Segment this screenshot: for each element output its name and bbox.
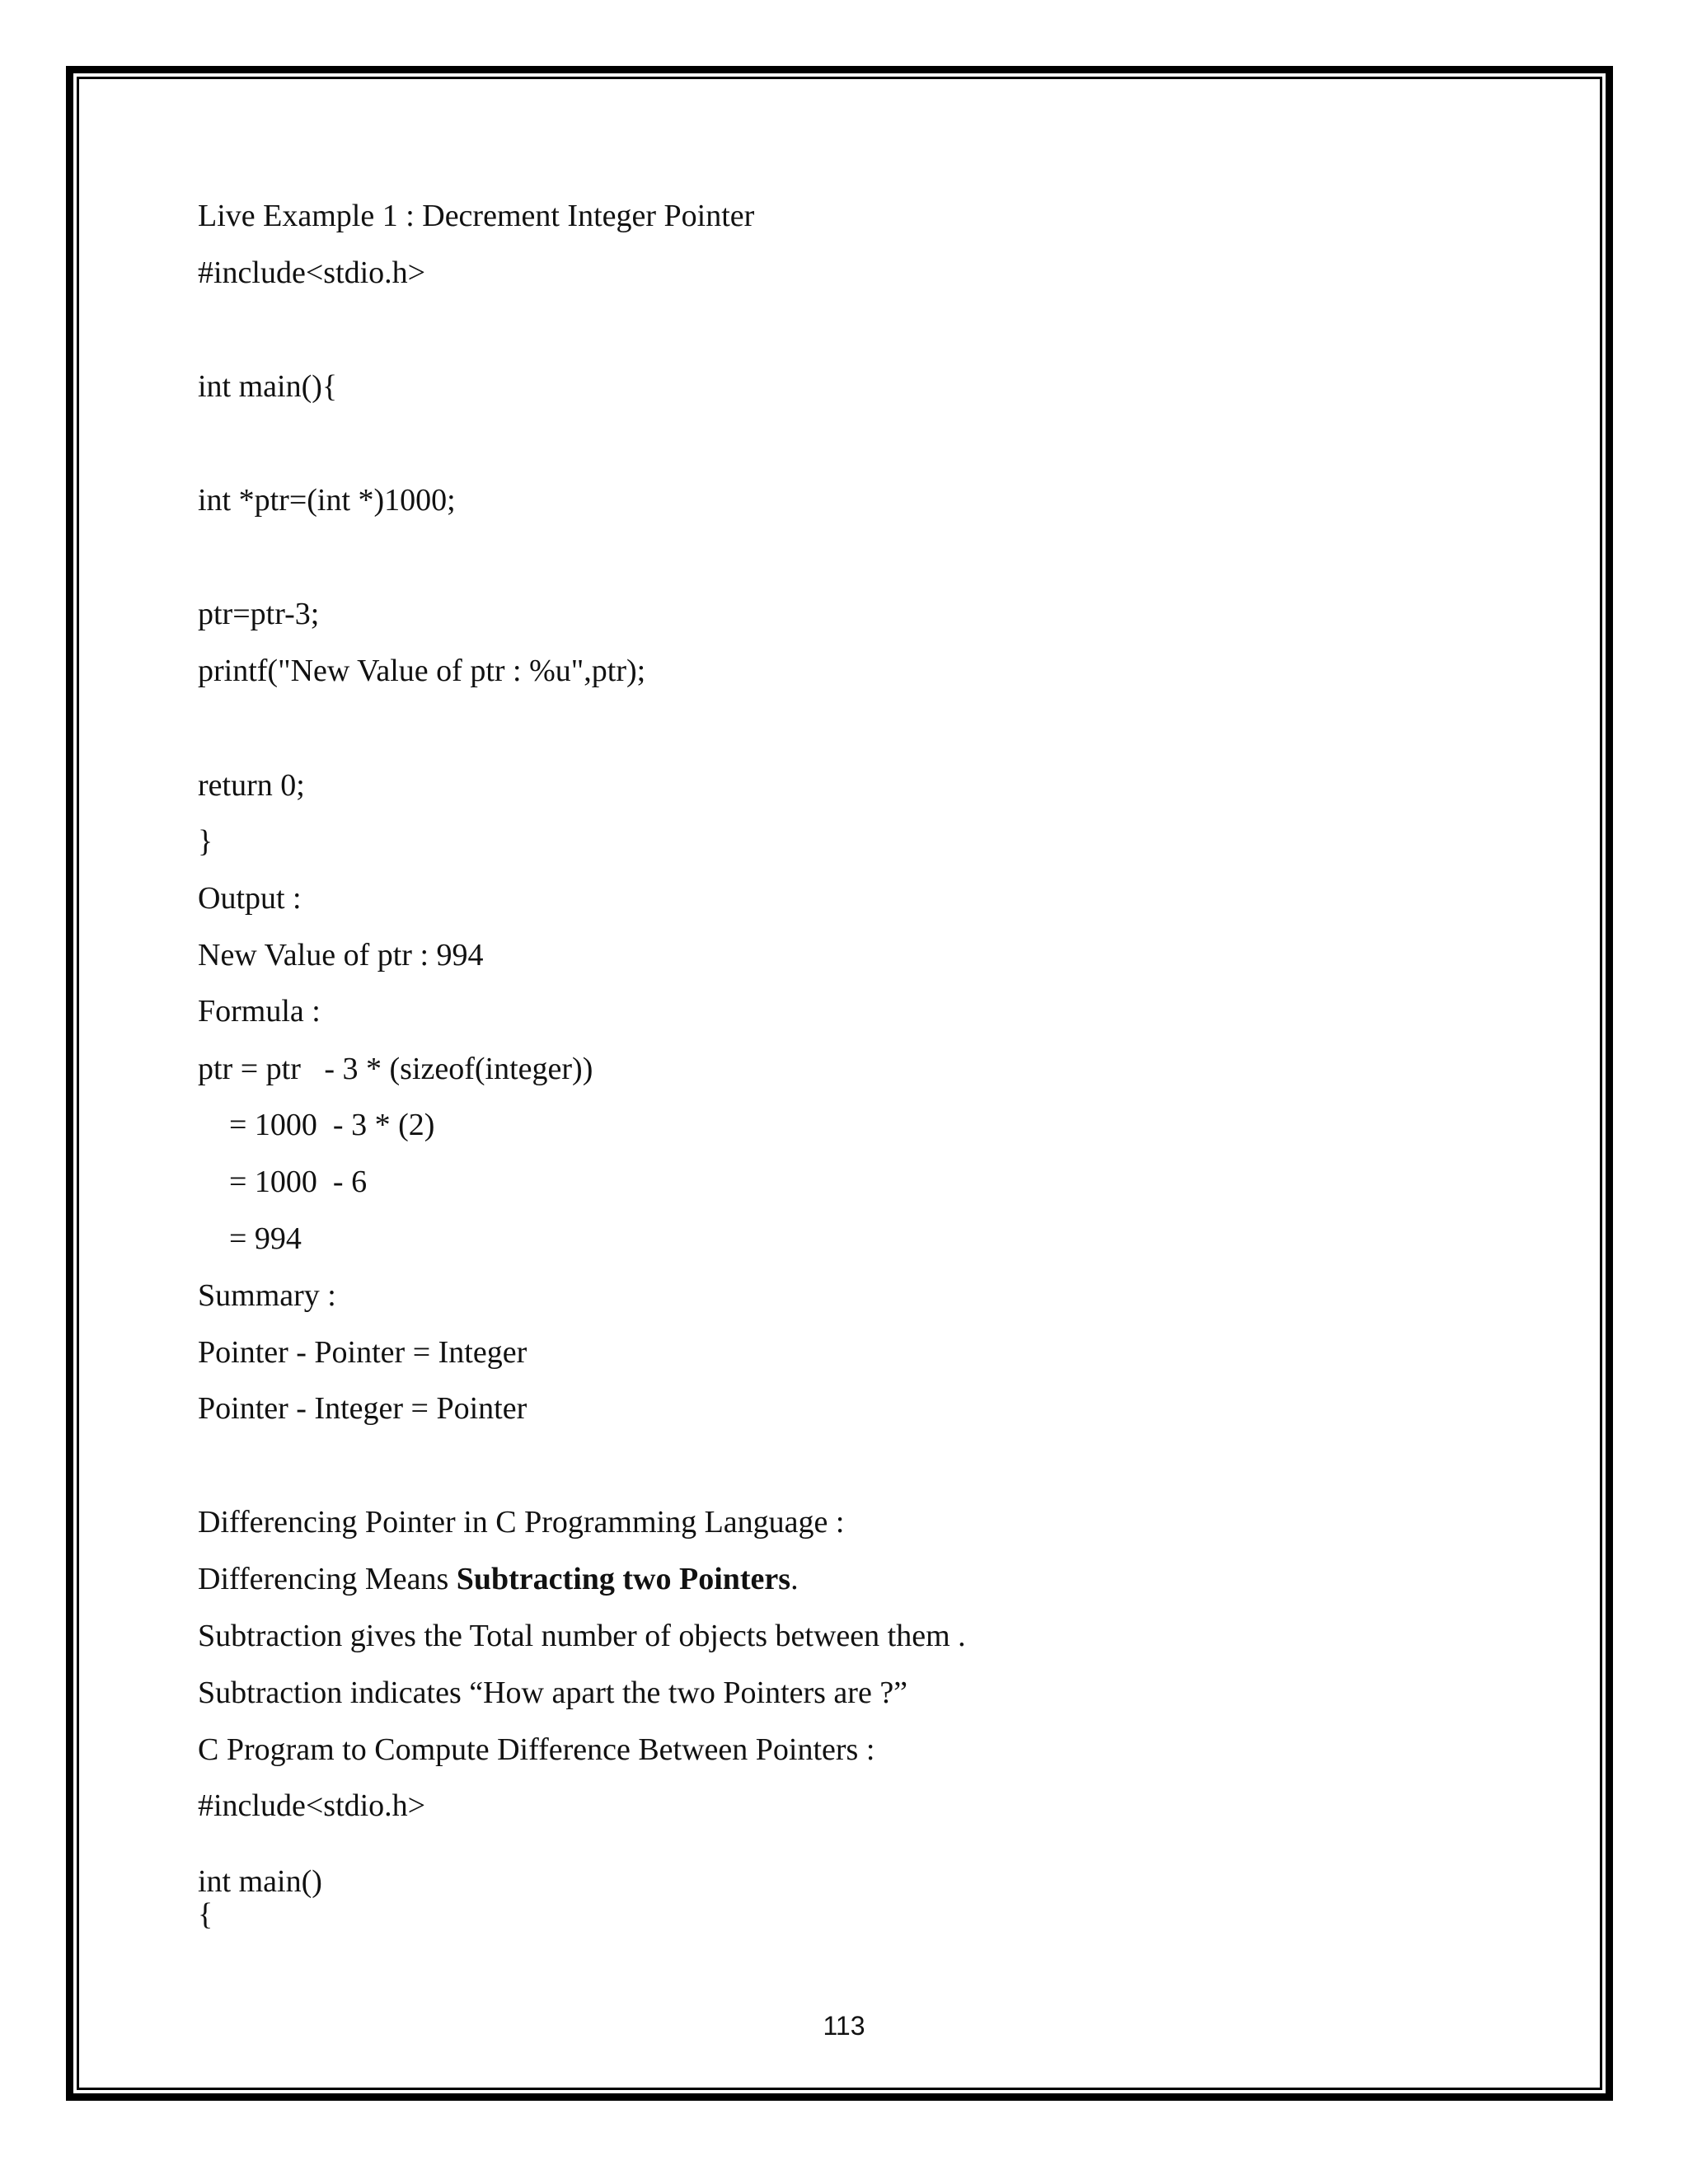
page-number: 113	[823, 2011, 865, 2041]
example-heading: Live Example 1 : Decrement Integer Pointer	[198, 199, 755, 233]
formula-label: Formula :	[198, 994, 321, 1029]
code-line-return: return 0;	[198, 768, 305, 803]
subtraction-line-1: Subtraction gives the Total number of objects between them .	[198, 1619, 966, 1653]
code-line-main-2: int main()	[198, 1864, 322, 1899]
formula-line-1: ptr = ptr - 3 * (sizeof(integer))	[198, 1052, 593, 1086]
summary-line-2: Pointer - Integer = Pointer	[198, 1391, 528, 1426]
program-heading: C Program to Compute Difference Between Pointers :	[198, 1732, 875, 1767]
definition-bold-text: Subtracting two Pointers	[456, 1562, 791, 1596]
code-line-open-brace: {	[198, 1897, 213, 1932]
output-label: Output :	[198, 881, 302, 916]
code-line-ptr-decrement: ptr=ptr-3;	[198, 597, 320, 631]
formula-line-2: = 1000 - 3 * (2)	[198, 1108, 435, 1142]
definition-period: .	[790, 1562, 799, 1596]
summary-label: Summary :	[198, 1278, 336, 1313]
code-line-main: int main(){	[198, 369, 338, 404]
code-line-include-2: #include<stdio.h>	[198, 1788, 426, 1823]
output-value: New Value of ptr : 994	[198, 938, 484, 972]
subtraction-line-2: Subtraction indicates “How apart the two Pointers are ?”	[198, 1675, 908, 1710]
summary-line-1: Pointer - Pointer = Integer	[198, 1335, 528, 1370]
code-line-close-brace: }	[198, 824, 213, 859]
formula-line-4: = 994	[198, 1221, 302, 1256]
definition-line	[198, 1563, 799, 1595]
section-heading: Differencing Pointer in C Programming Language :	[198, 1505, 845, 1540]
code-line-printf: printf("New Value of ptr : %u",ptr);	[198, 654, 646, 688]
definition-text: Differencing Means	[198, 1562, 457, 1596]
code-line-include: #include<stdio.h>	[198, 255, 426, 290]
code-line-ptr-decl: int *ptr=(int *)1000;	[198, 483, 456, 518]
formula-line-3: = 1000 - 6	[198, 1165, 368, 1199]
